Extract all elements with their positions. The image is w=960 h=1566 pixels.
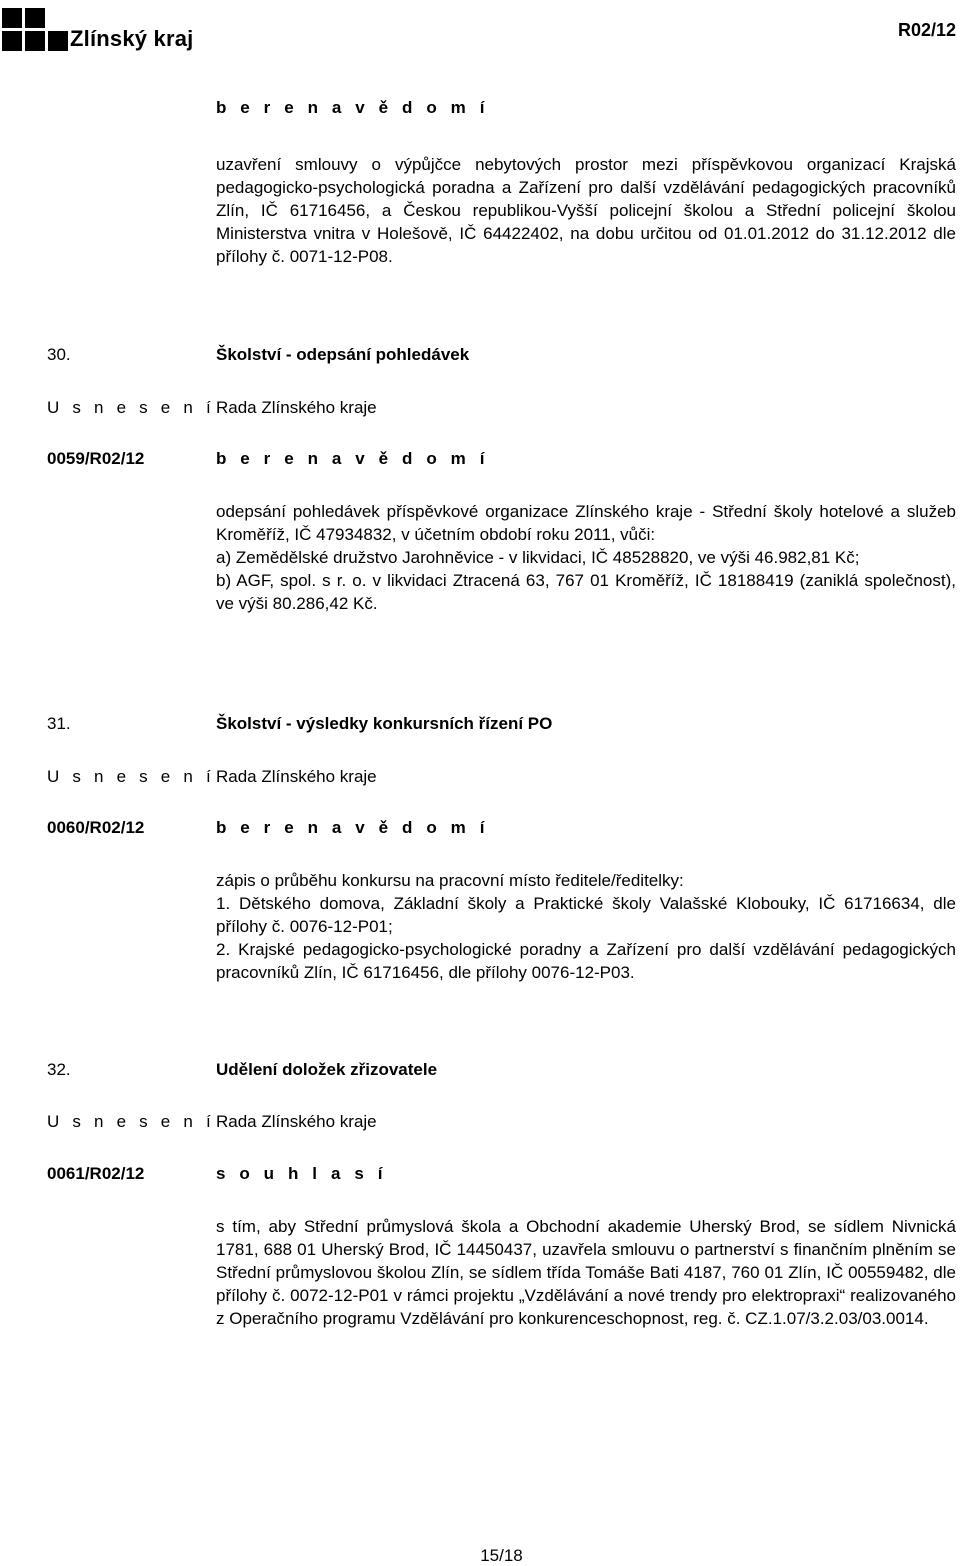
usneseni-label: U s n e s e n í bbox=[47, 767, 215, 786]
zlinsky-kraj-logo bbox=[2, 0, 202, 56]
logo-square bbox=[48, 31, 68, 51]
usneseni-label: U s n e s e n í bbox=[47, 398, 215, 417]
resolution-verb: b e r e n a v ě d o m í bbox=[216, 449, 490, 468]
logo-square bbox=[2, 8, 22, 28]
section-title: Školství - výsledky konkursních řízení PO bbox=[216, 714, 553, 733]
logo-text: Zlínský kraj bbox=[70, 26, 194, 51]
section-number: 31. bbox=[47, 714, 71, 733]
intro-text bbox=[216, 153, 956, 268]
section-number: 30. bbox=[47, 345, 71, 364]
resolution-verb: b e r e n a v ě d o m í bbox=[216, 818, 490, 837]
intro-paragraph: uzavření smlouvy o výpůjčce nebytových prostor mezi příspěvkovou organizací Krajská pedagogicko-psychologická poradna a Zařízení pro další vzdělávání pedagogických pracovníků Zlín, IČ 61716456, a Českou republikou-Vyšší policejní školou a Střední policejní školou Ministerstva vnitra v Holešově, IČ 64422402, na dobu určitou od 01.01.2012 do 31.12.2012 dle přílohy č. 0071-12-P08. bbox=[216, 155, 956, 266]
logo-square bbox=[25, 31, 45, 51]
logo-square bbox=[2, 31, 22, 51]
body-line: odepsání pohledávek příspěvkové organizace Zlínského kraje - Střední školy hotelové a služeb Kroměříž, IČ 47934832, v účetním období roku 2011, vůči: bbox=[216, 502, 956, 544]
section-title: Udělení doložek zřizovatele bbox=[216, 1060, 438, 1079]
resolution-id: 0060/R02/12 bbox=[47, 818, 145, 837]
body-line: s tím, aby Střední průmyslová škola a Obchodní akademie Uherský Brod, se sídlem Nivnická 1781, 688 01 Uherský Brod, IČ 14450437, uzavřela smlouvu o partnerství s finančním plněním se Střední průmyslovou školou Zlín, se sídlem třída Tomáše Bati 4187, 760 01 Zlín, IČ 00559482, dle přílohy č. 0072-12-P01 v rámci projektu „Vzdělávání a nové trendy pro elektropraxi“ realizovaného z Operačního programu Vzdělávání pro konkurenceschopnost, reg. č. CZ.1.07/3.2.03/03.0014. bbox=[216, 1217, 956, 1328]
council-label: Rada Zlínského kraje bbox=[216, 1112, 377, 1131]
resolution-id: 0061/R02/12 bbox=[47, 1164, 145, 1183]
council-label: Rada Zlínského kraje bbox=[216, 767, 377, 786]
page-number: 15/18 bbox=[480, 1546, 523, 1565]
body-line: 2. Krajské pedagogicko-psychologické poradny a Zařízení pro další vzdělávání pedagogických pracovníků Zlín, IČ 61716456, dle přílohy 0076-12-P03. bbox=[216, 940, 956, 982]
body-line: zápis o průběhu konkursu na pracovní místo ředitele/ředitelky: bbox=[216, 871, 684, 890]
council-label: Rada Zlínského kraje bbox=[216, 398, 377, 417]
document-id: R02/12 bbox=[897, 20, 956, 40]
section-title: Školství - odepsání pohledávek bbox=[216, 345, 470, 364]
intro-verb: b e r e n a v ě d o m í bbox=[216, 98, 490, 117]
section-number: 32. bbox=[47, 1060, 71, 1079]
body-line: a) Zemědělské družstvo Jarohněvice - v likvidaci, IČ 48528820, ve výši 46.982,81 Kč; bbox=[216, 548, 860, 567]
usneseni-label: U s n e s e n í bbox=[47, 1112, 215, 1131]
body-line: 1. Dětského domova, Základní školy a Praktické školy Valašské Klobouky, IČ 61716634, dle přílohy č. 0076-12-P01; bbox=[216, 894, 956, 936]
section-body bbox=[216, 1215, 956, 1330]
section-body bbox=[216, 500, 956, 615]
body-line: b) AGF, spol. s r. o. v likvidaci Ztracená 63, 767 01 Kroměříž, IČ 18188419 (zaniklá společnost), ve výši 80.286,42 Kč. bbox=[216, 571, 956, 613]
section-body bbox=[216, 869, 956, 984]
resolution-id: 0059/R02/12 bbox=[47, 449, 145, 468]
logo-square bbox=[25, 8, 45, 28]
resolution-verb: s o u h l a s í bbox=[216, 1164, 388, 1183]
